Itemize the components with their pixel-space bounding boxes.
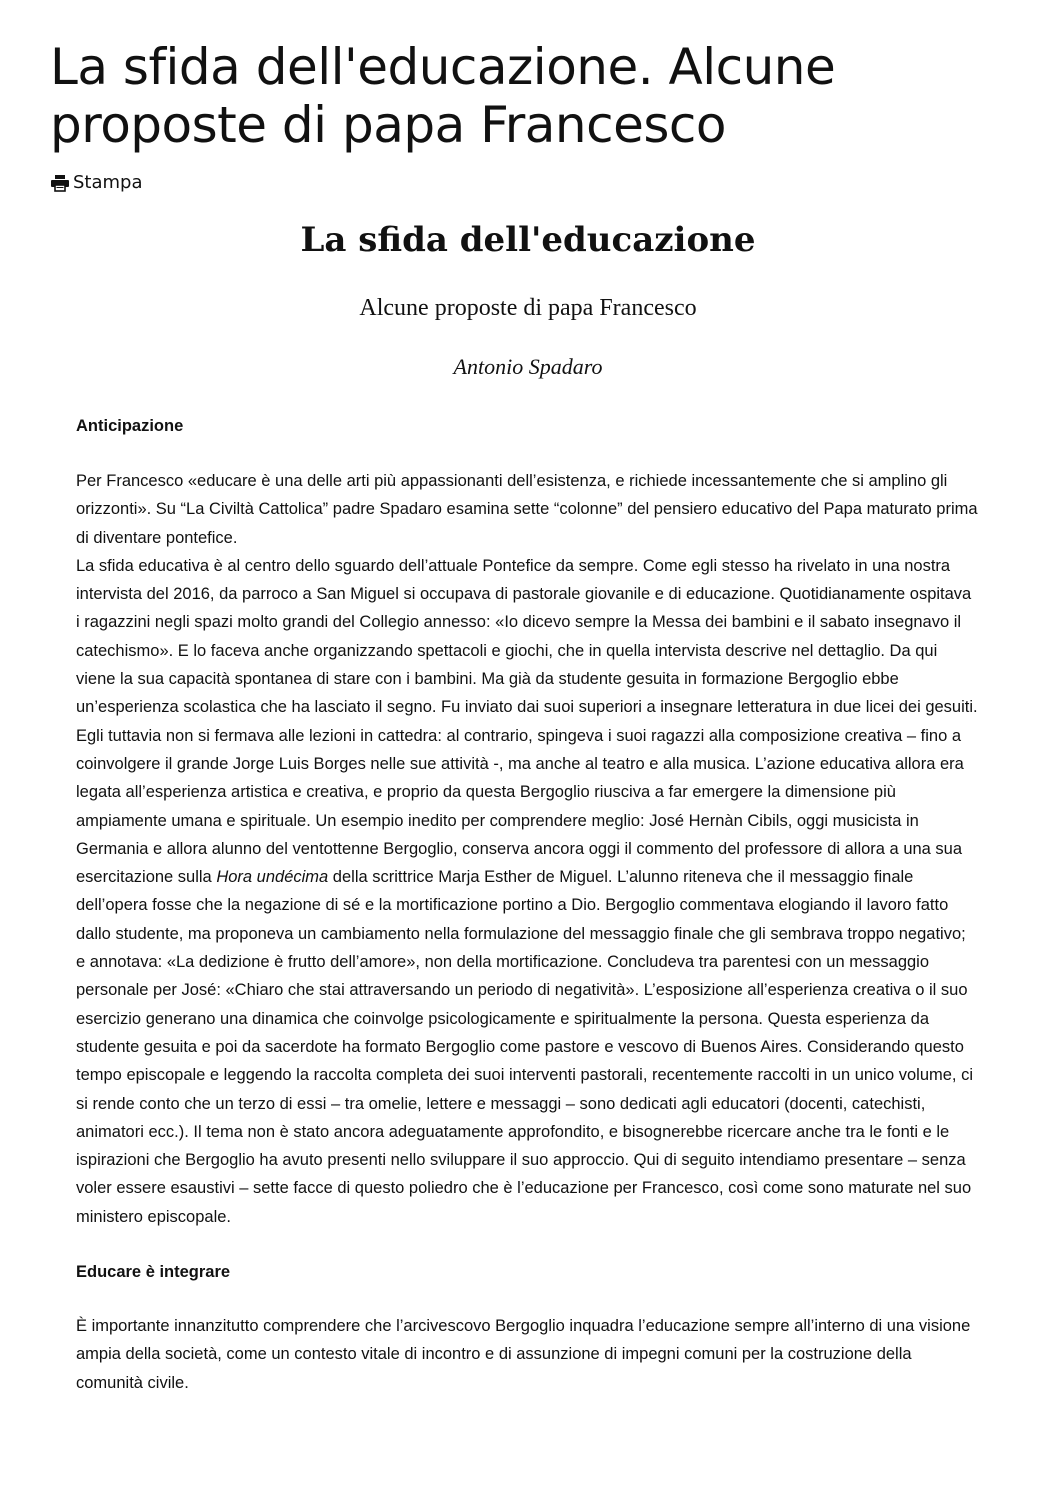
- work-title-italic: Hora undécima: [216, 868, 329, 887]
- print-button[interactable]: [50, 172, 143, 193]
- section-heading-anticipazione: Anticipazione: [76, 417, 184, 435]
- paragraph-main-start: La sfida educativa è al centro dello sguardo dell’attuale Pontefice da sempre. Come egli stesso ha rivelato in una nostra intervista del 2016, da parroco a San Miguel si occupava di pastorale giovanile e di educazione. Quotidianamente ospitava i ragazzini negli spazi molto grandi del Collegio annesso: «Io dicevo sempre la Messa dei bambini e il sabato insegnavo il catechismo». E lo faceva anche organizzando spettacoli e giochi, che in quella intervista descrive nel dettaglio. Da qui viene la sua capacità spontanea di stare con i bambini. Ma già da studente gesuita in formazione Bergoglio ebbe un’esperienza scolastica che ha lasciato il segno. Fu inviato dai suoi superiori a insegnare letteratura in due licei dei gesuiti. Egli tuttavia non si fermava alle lezioni in cattedra: al contrario, spingeva i suoi ragazzi alla composizione creativa – fino a coinvolgere il grande Jorge Luis Borges nelle sue attività -, ma anche al teatro e alla musica. L’azione educativa allora era legata all’esperienza artistica e creativa, e proprio da questa Bergoglio riusciva a far emergere la dimensione più ampiamente umana e spirituale. Un esempio inedito per comprendere meglio: José Hernàn Cibils, oggi musicista in Germania e allora alunno del ventottenne Bergoglio, conserva ancora oggi il commento del professore di allora a una sua esercitazione sulla: [76, 556, 978, 887]
- paragraph-main: [76, 552, 978, 1231]
- article-body: [76, 412, 978, 1397]
- section-heading-educare: Educare è integrare: [76, 1263, 231, 1282]
- paragraph-intro: Per Francesco «educare è una delle arti più appassionanti dell’esistenza, e richiede incessantemente che si amplino gli orizzonti». Su “La Civiltà Cattolica” padre Spadaro esamina sette “colonne” del pensiero educativo del Papa maturato prima di diventare pontefice.: [76, 472, 978, 547]
- page-title: La sfida dell'educazione. Alcune proposte di papa Francesco: [50, 38, 836, 154]
- paragraph-educare: È importante innanzitutto comprendere che l’arcivescovo Bergoglio inquadra l’educazione sempre all’interno di una visione ampia della società, come un contesto vitale di incontro e di assunzione di impegni comuni per la costruzione della comunità civile.: [76, 1317, 971, 1392]
- print-icon: [50, 174, 70, 192]
- article-title: La sfida dell'educazione: [300, 220, 756, 260]
- article-author: Antonio Spadaro: [453, 354, 603, 379]
- paragraph-main-end: della scrittrice Marja Esther de Miguel. L’alunno riteneva che il messaggio finale dell’opera fosse che la negazione di sé e la mortificazione portino a Dio. Bergoglio commentava elogiando il lavoro fatto dallo studente, ma proponeva un cambiamento nella formulazione del messaggio finale che gli sembrava troppo negativo; e annotava: «La dedizione è frutto dell’amore», non della mortificazione. Concludeva tra parentesi con un messaggio personale per José: «Chiaro che stai attraversando un periodo di negatività». L’esposizione all’esperienza creativa o il suo esercizio generano una dinamica che coinvolge psicologicamente e spiritualmente la persona. Questa esperienza da studente gesuita e poi da sacerdote ha formato Bergoglio come pastore e vescovo di Buenos Aires. Considerando questo tempo episcopale e leggendo la raccolta completa dei suoi interventi pastorali, recentemente raccolti in un unico volume, ci si rende conto che un terzo di essi – tra omelie, lettere e messaggi – sono dedicati agli educatori (docenti, catechisti, animatori ecc.). Il tema non è stato ancora adeguatamente approfondito, e bisognerebbe ricercare anche tra le fonti e le ispirazioni che Bergoglio ha avuto presenti nello sviluppare il suo approccio. Qui di seguito intendiamo presentare – senza voler essere esaustivi – sette facce di questo poliedro che è l’educazione per Francesco, così come sono maturate nel suo ministero episcopale.: [76, 868, 974, 1226]
- article-subtitle: Alcune proposte di papa Francesco: [359, 295, 697, 321]
- print-label: Stampa: [73, 172, 143, 193]
